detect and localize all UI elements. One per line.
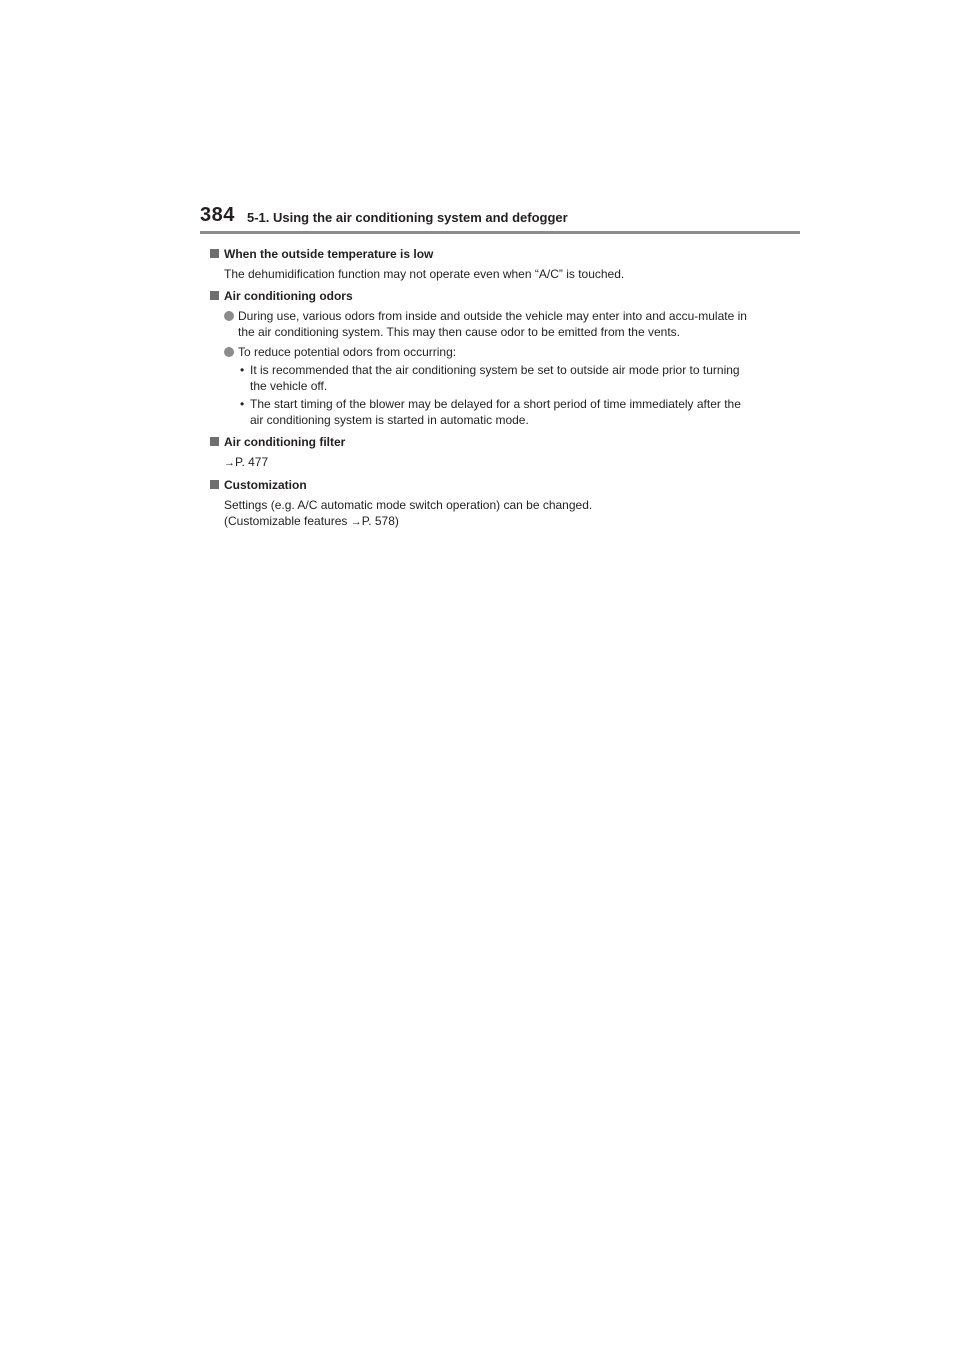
page-reference-link[interactable]: P. 578) (361, 514, 399, 528)
page-reference-link[interactable]: P. 477 (235, 455, 269, 469)
section-heading (210, 246, 755, 262)
section-paragraph: Settings (e.g. A/C automatic mode switch operation) can be changed. (224, 498, 593, 512)
section-title: 5-1. Using the air conditioning system and defogger (247, 210, 568, 225)
sub-item-text: It is recommended that the air conditioning system be set to outside air mode prior to turning the vehicle off. (250, 363, 740, 393)
right-arrow-icon: → (224, 457, 235, 469)
bullet-text: During use, various odors from inside and outside the vehicle may enter into and accu-mulate in the air conditioning system. This may then cause odor to be emitted from the vents. (238, 309, 747, 339)
bullet-item (210, 344, 755, 360)
section-air-conditioning-odors (210, 288, 755, 428)
heading-text: When the outside temperature is low (224, 247, 434, 261)
circle-bullet-icon (224, 311, 234, 321)
square-bullet-icon (210, 437, 219, 446)
section-heading (210, 477, 755, 493)
section-air-conditioning-filter (210, 434, 755, 471)
heading-text: Air conditioning filter (224, 435, 346, 449)
sub-list-item (210, 362, 755, 394)
heading-text: Air conditioning odors (224, 289, 353, 303)
section-outside-temperature (210, 246, 755, 282)
section-heading (210, 434, 755, 450)
section-heading (210, 288, 755, 304)
square-bullet-icon (210, 291, 219, 300)
circle-bullet-icon (224, 347, 234, 357)
bullet-text: To reduce potential odors from occurring: (238, 345, 457, 359)
dot-marker-icon: • (240, 363, 245, 377)
sub-list-item (210, 396, 755, 428)
section-customization (210, 477, 755, 530)
sub-item-text: The start timing of the blower may be delayed for a short period of time immediately after the air conditioning system is started in automatic mode. (250, 397, 741, 427)
right-arrow-icon: → (350, 516, 362, 528)
bullet-item (210, 308, 755, 340)
heading-text: Customization (224, 478, 307, 492)
dot-marker-icon: • (240, 397, 245, 411)
section-paragraph (210, 513, 755, 530)
page-number: 384 (200, 204, 235, 226)
square-bullet-icon (210, 480, 219, 489)
reference-prefix: (Customizable features (224, 514, 351, 528)
section-paragraph: The dehumidification function may not operate even when “A/C” is touched. (224, 267, 625, 281)
page-reference (210, 454, 755, 471)
page-content (210, 246, 755, 536)
page-header (200, 200, 800, 234)
square-bullet-icon (210, 249, 219, 258)
